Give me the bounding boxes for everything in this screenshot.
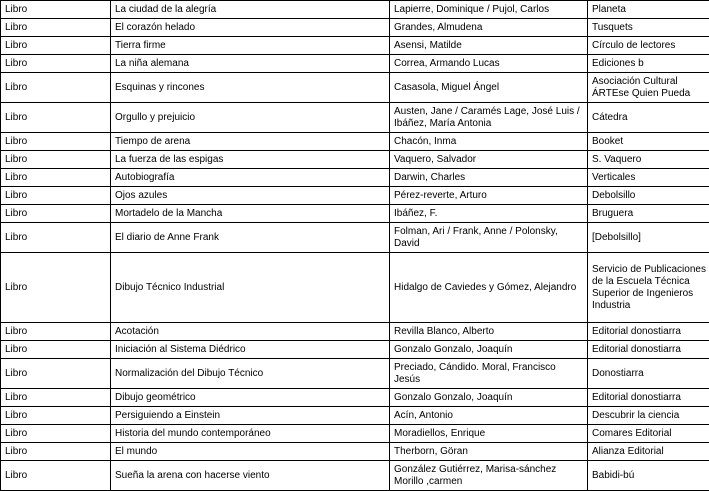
title-cell: Orgullo y prejuicio — [111, 103, 390, 133]
publisher-cell: Tusquets — [588, 19, 709, 37]
type-cell: Libro — [1, 223, 111, 253]
title-cell: Iniciación al Sistema Diédrico — [111, 341, 390, 359]
title-cell: La niña alemana — [111, 55, 390, 73]
table-row — [1, 205, 709, 223]
type-cell: Libro — [1, 341, 111, 359]
type-cell: Libro — [1, 443, 111, 461]
title-cell: El diario de Anne Frank — [111, 223, 390, 253]
table-row — [1, 73, 709, 103]
table-row — [1, 19, 709, 37]
title-cell: Dibujo Técnico Industrial — [111, 253, 390, 323]
type-cell: Libro — [1, 323, 111, 341]
table-row — [1, 341, 709, 359]
publisher-cell: Planeta — [588, 1, 709, 19]
type-cell: Libro — [1, 103, 111, 133]
author-cell: Pérez-reverte, Arturo — [390, 187, 588, 205]
type-cell: Libro — [1, 169, 111, 187]
author-cell: Darwin, Charles — [390, 169, 588, 187]
author-cell: Chacón, Inma — [390, 133, 588, 151]
author-cell: Ibáñez, F. — [390, 205, 588, 223]
type-cell: Libro — [1, 205, 111, 223]
author-cell: Grandes, Almudena — [390, 19, 588, 37]
table-row — [1, 55, 709, 73]
title-cell: Mortadelo de la Mancha — [111, 205, 390, 223]
table-row — [1, 103, 709, 133]
type-cell: Libro — [1, 37, 111, 55]
author-cell: Asensi, Matilde — [390, 37, 588, 55]
type-cell: Libro — [1, 133, 111, 151]
type-cell: Libro — [1, 407, 111, 425]
publisher-cell: Cátedra — [588, 103, 709, 133]
publisher-cell: Asociación Cultural ÁRTEse Quien Pueda — [588, 73, 709, 103]
table-row — [1, 389, 709, 407]
author-cell: Revilla Blanco, Alberto — [390, 323, 588, 341]
title-cell: Tiempo de arena — [111, 133, 390, 151]
table-row — [1, 133, 709, 151]
author-cell: Vaquero, Salvador — [390, 151, 588, 169]
publisher-cell: Editorial donostiarra — [588, 389, 709, 407]
title-cell: El mundo — [111, 443, 390, 461]
type-cell: Libro — [1, 1, 111, 19]
publisher-cell: Ediciones b — [588, 55, 709, 73]
author-cell: González Gutiérrez, Marisa-sánchez Morillo ,carmen — [390, 461, 588, 491]
type-cell: Libro — [1, 187, 111, 205]
publisher-cell: S. Vaquero — [588, 151, 709, 169]
type-cell: Libro — [1, 461, 111, 491]
type-cell: Libro — [1, 73, 111, 103]
table-row — [1, 323, 709, 341]
table-row — [1, 425, 709, 443]
author-cell: Acín, Antonio — [390, 407, 588, 425]
title-cell: La ciudad de la alegría — [111, 1, 390, 19]
author-cell: Preciado, Cándido. Moral, Francisco Jesús — [390, 359, 588, 389]
type-cell: Libro — [1, 389, 111, 407]
table-row — [1, 223, 709, 253]
table-row — [1, 407, 709, 425]
author-cell: Correa, Armando Lucas — [390, 55, 588, 73]
publisher-cell: [Debolsillo] — [588, 223, 709, 253]
author-cell: Casasola, Miguel Ángel — [390, 73, 588, 103]
type-cell: Libro — [1, 55, 111, 73]
type-cell: Libro — [1, 19, 111, 37]
publisher-cell: Babidi-bú — [588, 461, 709, 491]
publisher-cell: Verticales — [588, 169, 709, 187]
publisher-cell: Comares Editorial — [588, 425, 709, 443]
table-row — [1, 37, 709, 55]
publisher-cell: Debolsillo — [588, 187, 709, 205]
author-cell: Therborn, Göran — [390, 443, 588, 461]
publisher-cell: Servicio de Publicaciones de la Escuela Técnica Superior de Ingenieros Industria — [588, 253, 709, 323]
author-cell: Lapierre, Dominique / Pujol, Carlos — [390, 1, 588, 19]
title-cell: La fuerza de las espigas — [111, 151, 390, 169]
table-row — [1, 461, 709, 491]
publisher-cell: Booket — [588, 133, 709, 151]
table-row — [1, 151, 709, 169]
author-cell: Folman, Ari / Frank, Anne / Polonsky, David — [390, 223, 588, 253]
author-cell: Hidalgo de Caviedes y Gómez, Alejandro — [390, 253, 588, 323]
author-cell: Austen, Jane / Caramés Lage, José Luis / Ibáñez, María Antonia — [390, 103, 588, 133]
publisher-cell: Editorial donostiarra — [588, 323, 709, 341]
type-cell: Libro — [1, 253, 111, 323]
title-cell: Dibujo geométrico — [111, 389, 390, 407]
type-cell: Libro — [1, 425, 111, 443]
title-cell: Acotación — [111, 323, 390, 341]
title-cell: Sueña la arena con hacerse viento — [111, 461, 390, 491]
title-cell: Normalización del Dibujo Técnico — [111, 359, 390, 389]
table-row — [1, 443, 709, 461]
publisher-cell: Alianza Editorial — [588, 443, 709, 461]
publisher-cell: Editorial donostiarra — [588, 341, 709, 359]
books-table-body — [1, 1, 709, 491]
publisher-cell: Donostiarra — [588, 359, 709, 389]
title-cell: Persiguiendo a Einstein — [111, 407, 390, 425]
title-cell: Autobiografía — [111, 169, 390, 187]
table-row — [1, 169, 709, 187]
table-row — [1, 1, 709, 19]
publisher-cell: Descubrir la ciencia — [588, 407, 709, 425]
title-cell: Ojos azules — [111, 187, 390, 205]
author-cell: Gonzalo Gonzalo, Joaquín — [390, 341, 588, 359]
table-row — [1, 253, 709, 323]
author-cell: Moradiellos, Enrique — [390, 425, 588, 443]
table-row — [1, 187, 709, 205]
type-cell: Libro — [1, 359, 111, 389]
table-row — [1, 359, 709, 389]
title-cell: Historia del mundo contemporáneo — [111, 425, 390, 443]
title-cell: Esquinas y rincones — [111, 73, 390, 103]
title-cell: El corazón helado — [111, 19, 390, 37]
author-cell: Gonzalo Gonzalo, Joaquín — [390, 389, 588, 407]
publisher-cell: Bruguera — [588, 205, 709, 223]
publisher-cell: Círculo de lectores — [588, 37, 709, 55]
type-cell: Libro — [1, 151, 111, 169]
title-cell: Tierra firme — [111, 37, 390, 55]
